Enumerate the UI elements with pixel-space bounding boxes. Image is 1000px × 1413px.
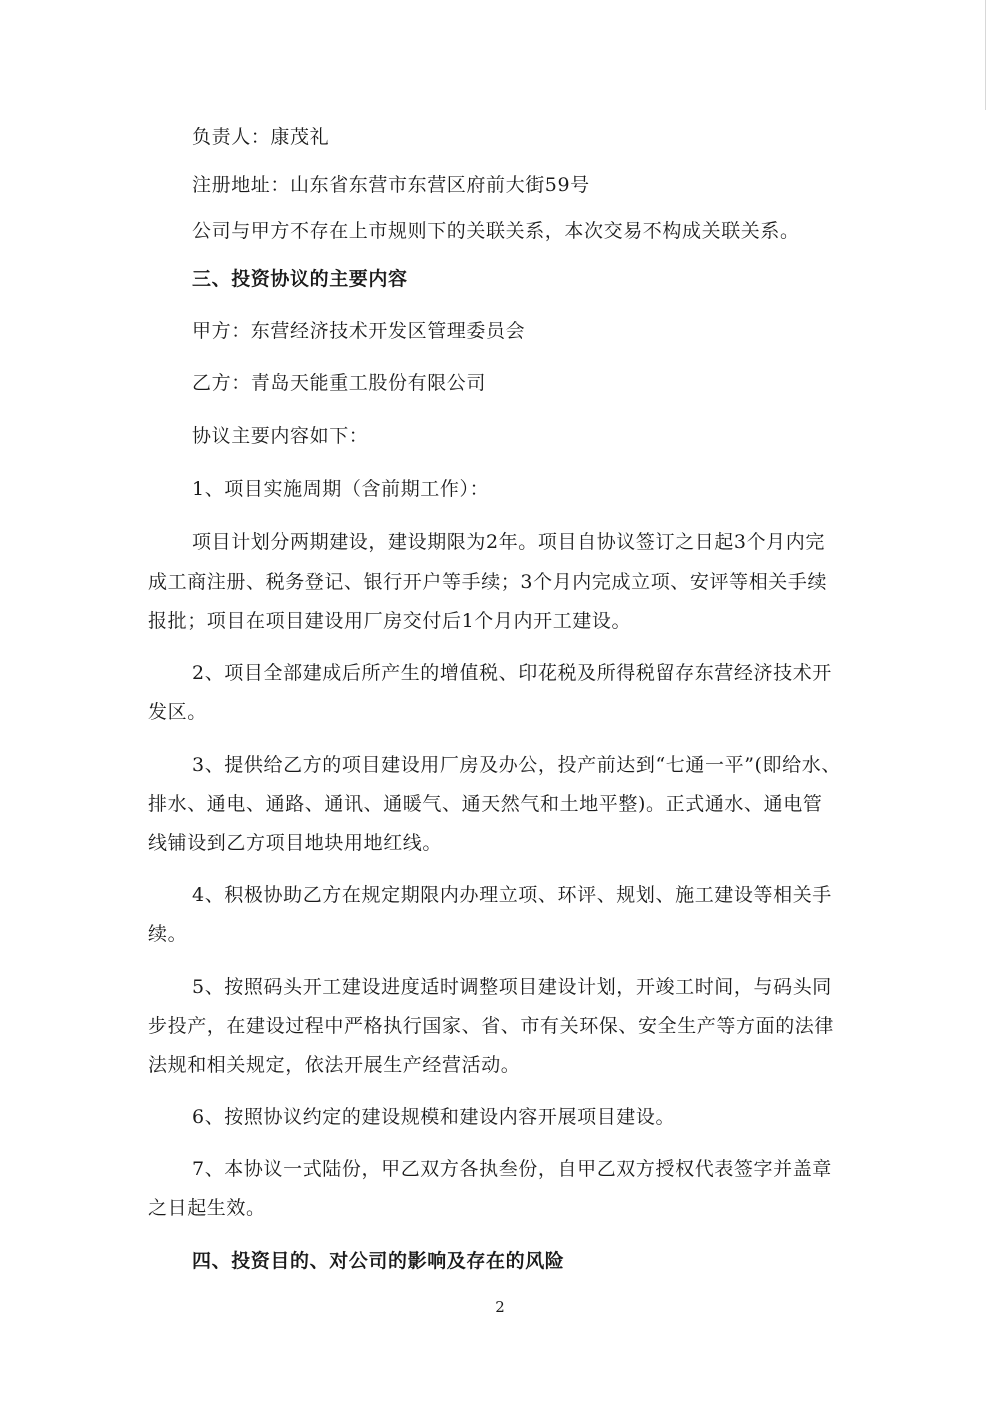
item-5-line: 法规和相关规定，依法开展生产经营活动。 — [148, 1054, 521, 1076]
item-3-line: 3、提供给乙方的项目建设用厂房及办公，投产前达到“七通一平”(即给水、 — [192, 754, 841, 776]
item-4-line: 4、积极协助乙方在规定期限内办理立项、环评、规划、施工建设等相关手 — [192, 884, 832, 906]
item-5-line: 步投产，在建设过程中严格执行国家、省、市有关环保、安全生产等方面的法律 — [148, 1015, 835, 1037]
item-3-line: 排水、通电、通路、通讯、通暖气、通天然气和土地平整)。正式通水、通电管 — [148, 793, 823, 815]
item-1-title: 1、项目实施周期（含前期工作）： — [192, 478, 490, 500]
item-4-line: 续。 — [148, 923, 188, 945]
item-1-line: 项目计划分两期建设，建设期限为2年。项目自协议签订之日起3个月内完 — [192, 531, 825, 553]
item-7-line: 之日起生效。 — [148, 1197, 266, 1219]
item-6: 6、按照协议约定的建设规模和建设内容开展项目建设。 — [192, 1106, 676, 1128]
section-3-heading: 三、投资协议的主要内容 — [192, 268, 408, 290]
party-a: 甲方：东营经济技术开发区管理委员会 — [192, 320, 526, 342]
page-number: 2 — [495, 1298, 505, 1316]
agreement-intro: 协议主要内容如下： — [192, 425, 369, 447]
party-b: 乙方：青岛天能重工股份有限公司 — [192, 372, 487, 394]
section-4-heading: 四、投资目的、对公司的影响及存在的风险 — [192, 1250, 565, 1272]
item-1-line: 成工商注册、税务登记、银行开户等手续；3个月内完成立项、安评等相关手续 — [148, 571, 828, 593]
item-5-line: 5、按照码头开工建设进度适时调整项目建设计划，开竣工时间，与码头同 — [192, 976, 832, 998]
relation-statement: 公司与甲方不存在上市规则下的关联关系，本次交易不构成关联关系。 — [192, 220, 800, 242]
item-2-line: 发区。 — [148, 701, 207, 723]
item-7-line: 7、本协议一式陆份，甲乙双方各执叁份，自甲乙双方授权代表签字并盖章 — [192, 1158, 832, 1180]
item-1-line: 报批；项目在项目建设用厂房交付后1个月内开工建设。 — [148, 610, 632, 632]
item-2-line: 2、项目全部建成后所产生的增值税、印花税及所得税留存东营经济技术开 — [192, 662, 832, 684]
item-3-line: 线铺设到乙方项目地块用地红线。 — [148, 832, 443, 854]
contact-person: 负责人：康茂礼 — [192, 126, 330, 148]
scan-edge-line — [985, 0, 986, 110]
registered-address: 注册地址：山东省东营市东营区府前大街59号 — [192, 174, 590, 196]
